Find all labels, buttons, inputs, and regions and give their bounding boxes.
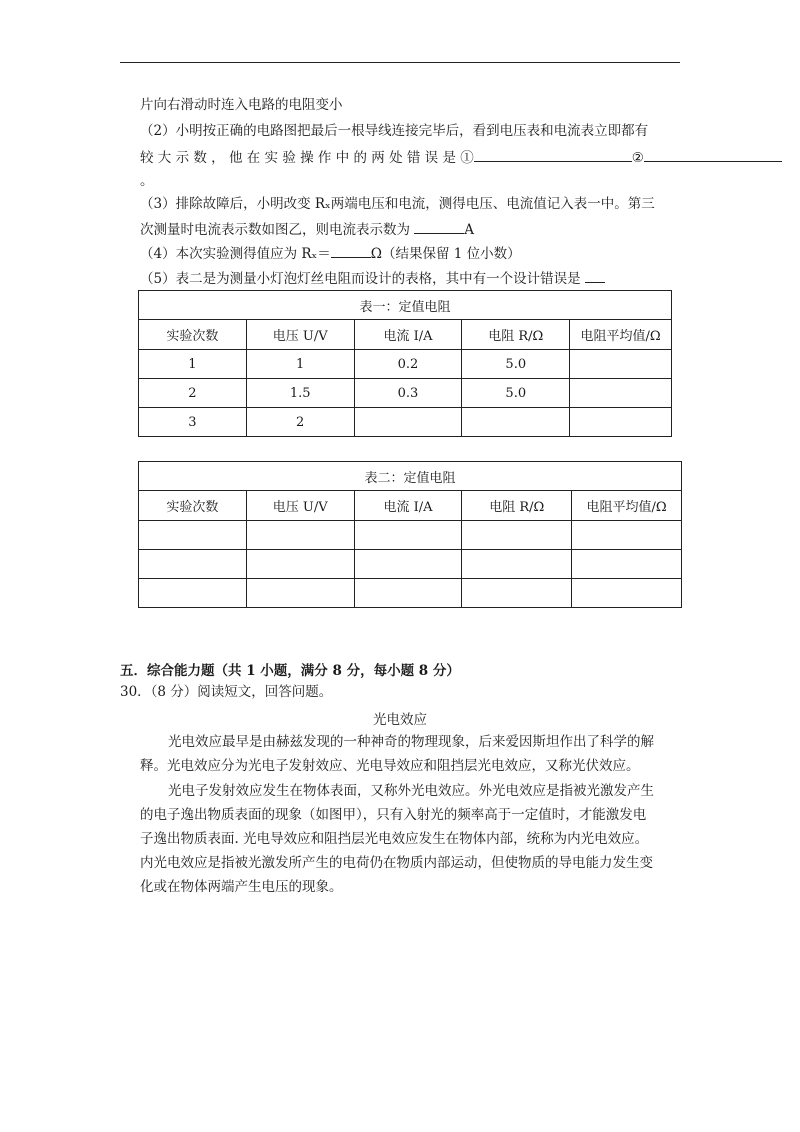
paragraph-line: 的电子逸出物质表面的现象（如图甲），只有入射光的频率高于一定值时，才能激发电	[140, 807, 647, 823]
table-cell	[462, 408, 570, 437]
table-cell	[354, 408, 462, 437]
table-cell	[572, 521, 682, 550]
table-cell: 1	[139, 350, 247, 379]
table-row	[139, 350, 672, 379]
table-cell: 0.3	[354, 379, 462, 408]
table-cell	[139, 521, 247, 550]
table-header-cell: 实验次数	[139, 320, 247, 350]
article-paragraph-1	[140, 730, 680, 778]
answer-blank-error[interactable]	[585, 268, 605, 283]
article-title: 光电效应	[373, 712, 427, 728]
table-cell	[572, 579, 682, 608]
table-cell	[246, 521, 354, 550]
question-2-line: （2）小明按正确的电路图把最后一根导线连接完毕后，看到电压表和电流表立即都有	[140, 123, 649, 139]
paragraph-line: 化或在物体两端产生电压的现象。	[140, 879, 343, 895]
table-2	[138, 461, 682, 608]
table-cell: 2	[246, 408, 354, 437]
table-2-header-row	[139, 491, 682, 521]
table-cell	[462, 550, 572, 579]
table-2-title: 表二：定值电阻	[139, 462, 682, 491]
paragraph-line: 光电子发射效应发生在物体表面，又称外光电效应。外光电效应是指被光激发产生	[168, 783, 654, 799]
table-cell: 1	[246, 350, 354, 379]
table-header-cell: 实验次数	[139, 491, 247, 521]
table-header-cell: 电压 U/V	[246, 320, 354, 350]
table-row	[139, 408, 672, 437]
table-header-cell: 电阻平均值/Ω	[570, 320, 672, 350]
table-1-header-row	[139, 320, 672, 350]
question-30: 30．（8 分）阅读短文，回答问题。	[120, 684, 333, 700]
table-cell: 1.5	[246, 379, 354, 408]
table-row	[139, 521, 682, 550]
table-row	[139, 379, 672, 408]
question-3-line: （3）排除故障后，小明改变 Rₓ两端电压和电流，测得电压、电流值记入表一中。第三	[140, 196, 655, 212]
table-header-cell: 电阻 R/Ω	[462, 491, 572, 521]
question-4-text: （4）本次实验测得值应为 Rₓ＝	[140, 246, 331, 262]
table-header-cell: 电阻平均值/Ω	[572, 491, 682, 521]
question-4-note: Ω（结果保留 1 位小数）	[370, 246, 521, 262]
question-2-mark: ②	[631, 150, 644, 166]
table-header-cell: 电流 I/A	[354, 320, 462, 350]
paragraph-line: 释。光电效应分为光电子发射效应、光电导效应和阻挡层光电效应，又称光伏效应。	[140, 758, 640, 774]
header-rule	[120, 62, 680, 63]
table-cell: 5.0	[462, 350, 570, 379]
paragraph-line: 内光电效应是指被光激发所产生的电荷仍在物质内部运动，但使物质的导电能力发生变	[140, 855, 653, 871]
table-cell: 5.0	[462, 379, 570, 408]
table-row	[139, 579, 682, 608]
question-2-end: 。	[140, 173, 154, 189]
question-5-line	[140, 268, 605, 289]
table-header-cell: 电阻 R/Ω	[462, 320, 570, 350]
table-cell	[570, 350, 672, 379]
text-line: 片向右滑动时连入电路的电阻变小	[140, 97, 343, 113]
table-row	[139, 550, 682, 579]
answer-blank-resistance[interactable]	[331, 243, 371, 258]
question-3-text: 次测量时电流表示数如图乙，则电流表示数为	[140, 222, 410, 238]
table-cell	[570, 408, 672, 437]
answer-blank-1[interactable]	[474, 147, 632, 162]
table-cell	[462, 579, 572, 608]
table-cell	[462, 521, 572, 550]
table-header-cell: 电压 U/V	[246, 491, 354, 521]
table-cell	[570, 379, 672, 408]
table-cell	[354, 579, 462, 608]
paragraph-line: 子逸出物质表面. 光电导效应和阻挡层光电效应发生在物体内部，统称为内光电效应。	[140, 831, 649, 847]
article-paragraph-2	[140, 779, 680, 899]
question-3-line	[140, 219, 474, 240]
table-cell	[139, 550, 247, 579]
table-cell: 0.2	[354, 350, 462, 379]
question-4-line	[140, 243, 521, 264]
question-2-line	[140, 147, 782, 168]
table-cell: 2	[139, 379, 247, 408]
table-cell: 3	[139, 408, 247, 437]
question-3-unit: A	[464, 222, 475, 238]
table-cell	[354, 550, 462, 579]
table-cell	[246, 550, 354, 579]
table-cell	[572, 550, 682, 579]
answer-blank-2[interactable]	[644, 147, 782, 162]
question-2-text: 较 大 示 数 ， 他 在 实 验 操 作 中 的 两 处 错 误 是 ①	[140, 150, 474, 166]
question-5-text: （5）表二是为测量小灯泡灯丝电阻而设计的表格，其中有一个设计错误是	[140, 271, 581, 287]
table-cell	[139, 579, 247, 608]
table-cell	[354, 521, 462, 550]
table-1-title: 表一：定值电阻	[139, 291, 672, 320]
paragraph-line: 光电效应最早是由赫兹发现的一种神奇的物理现象，后来爱因斯坦作出了科学的解	[168, 734, 654, 750]
table-1	[138, 290, 672, 437]
section-heading: 五．综合能力题（共 1 小题，满分 8 分，每小题 8 分）	[120, 663, 460, 679]
answer-blank-current[interactable]	[414, 219, 464, 234]
table-header-cell: 电流 I/A	[354, 491, 462, 521]
table-cell	[246, 579, 354, 608]
